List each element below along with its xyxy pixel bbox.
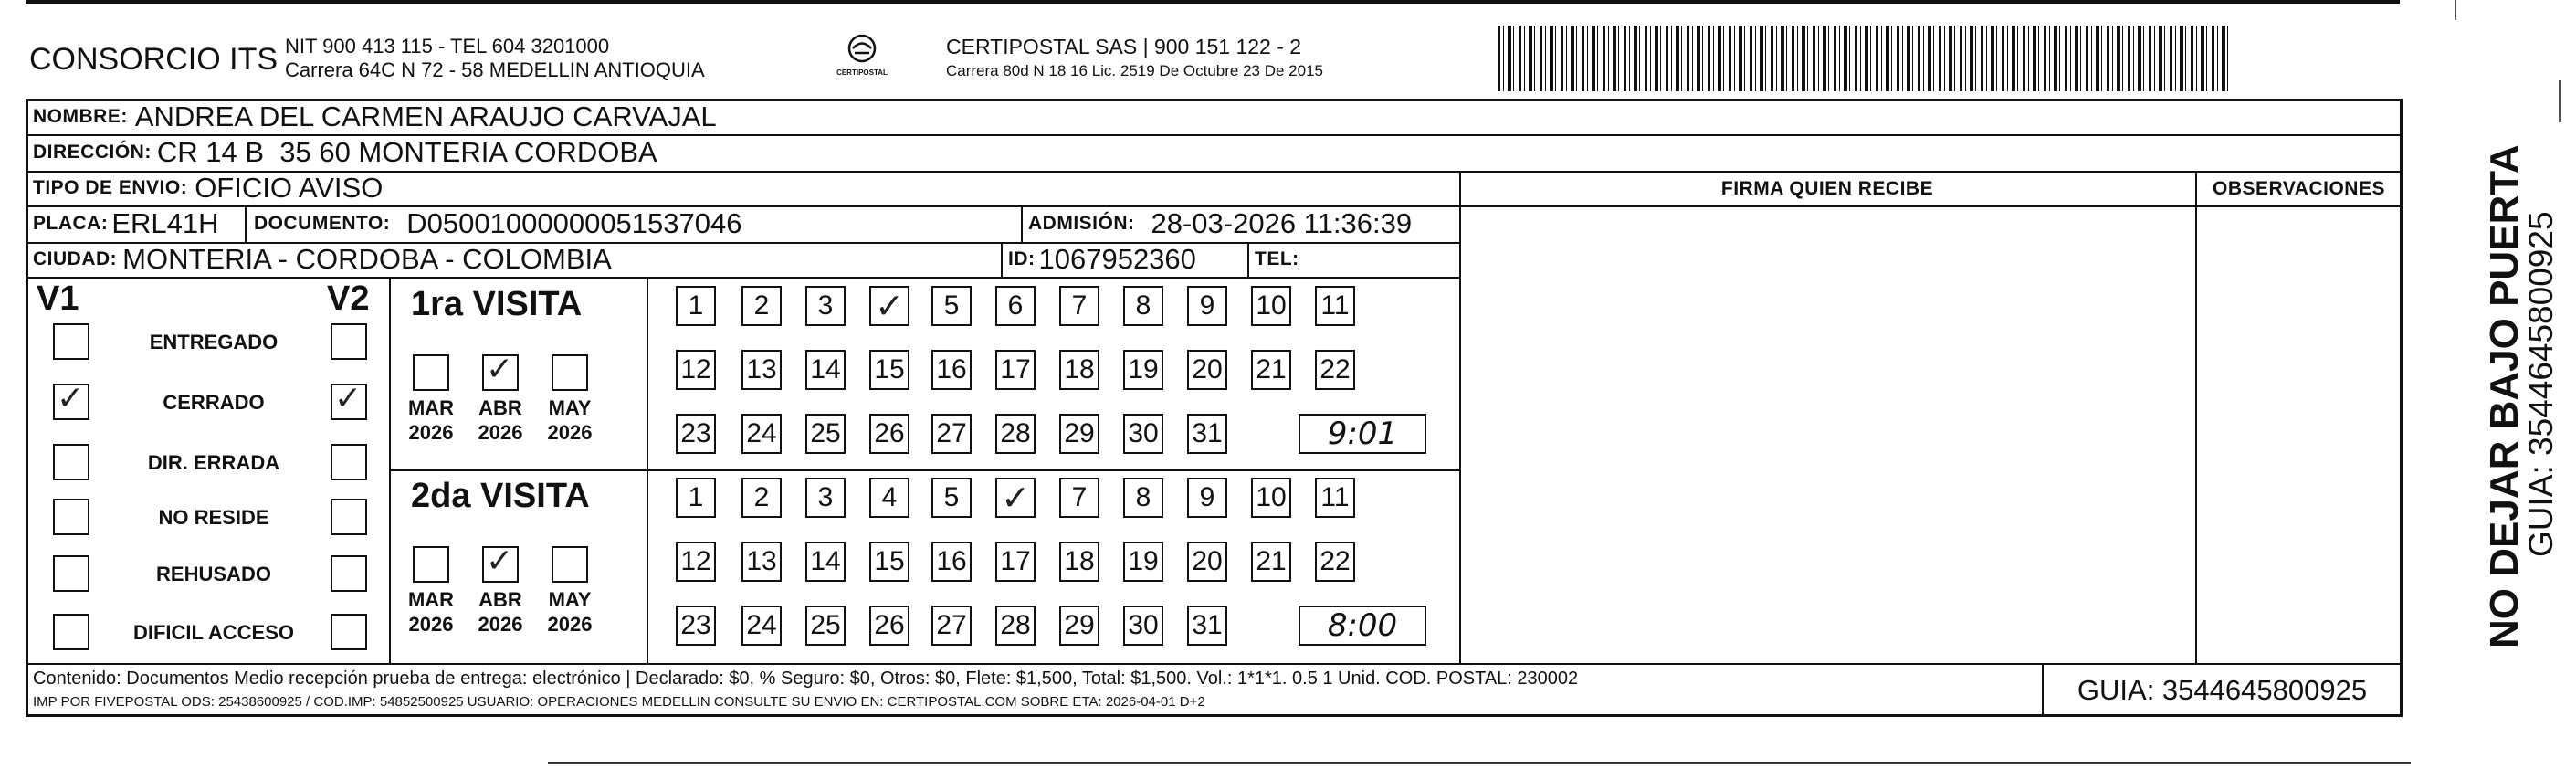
nombre-label: NOMBRE: bbox=[33, 105, 128, 127]
v1-checkbox[interactable] bbox=[53, 323, 89, 360]
second-visit-time-value: 8:00 bbox=[1327, 607, 1398, 644]
day-checkbox[interactable] bbox=[1187, 542, 1227, 582]
day-number: 31 bbox=[1192, 610, 1223, 640]
divider bbox=[1459, 171, 1461, 663]
day-number: 6 bbox=[1007, 290, 1024, 321]
top-rule bbox=[26, 0, 2400, 4]
day-number: 5 bbox=[943, 290, 960, 321]
day-checkbox[interactable] bbox=[1059, 478, 1099, 518]
day-checkbox[interactable] bbox=[931, 606, 972, 646]
day-number: 3 bbox=[817, 290, 834, 321]
side-notice-text: NO DEJAR BAJO PUERTA bbox=[2482, 144, 2527, 648]
status-label: REHUSADO bbox=[156, 563, 271, 585]
day-number: 10 bbox=[1256, 482, 1287, 512]
status-label: NO RESIDE bbox=[158, 506, 269, 529]
month-label bbox=[405, 395, 457, 445]
month-name: MAY bbox=[548, 588, 592, 611]
admision-row bbox=[1028, 205, 1412, 242]
check-mark-icon: ✓ bbox=[875, 286, 904, 326]
day-checkbox[interactable] bbox=[741, 606, 782, 646]
first-visit-time-value: 9:01 bbox=[1327, 416, 1398, 452]
day-checkbox[interactable] bbox=[995, 478, 1036, 518]
day-checkbox[interactable] bbox=[869, 606, 909, 646]
month-checkbox[interactable] bbox=[413, 546, 449, 583]
day-number: 25 bbox=[810, 610, 841, 640]
month-name: ABR bbox=[478, 588, 522, 611]
day-checkbox[interactable] bbox=[1059, 542, 1099, 582]
day-number: 28 bbox=[1000, 610, 1031, 640]
id-label: ID: bbox=[1008, 248, 1036, 269]
nombre-value: ANDREA DEL CARMEN ARAUJO CARVAJAL bbox=[134, 100, 717, 132]
day-checkbox[interactable] bbox=[931, 478, 972, 518]
day-number: 26 bbox=[874, 610, 905, 640]
nombre-row bbox=[33, 99, 717, 134]
month-name: MAY bbox=[548, 396, 592, 419]
day-number: 20 bbox=[1192, 546, 1223, 576]
v1-checkbox[interactable] bbox=[53, 499, 89, 535]
day-checkbox[interactable] bbox=[676, 286, 716, 326]
day-checkbox[interactable] bbox=[869, 542, 909, 582]
tipo-value: OFICIO AVISO bbox=[195, 172, 384, 204]
day-number: 24 bbox=[746, 610, 777, 640]
status-label: ENTREGADO bbox=[149, 331, 279, 353]
placa-label: PLACA: bbox=[33, 213, 109, 234]
v2-checkbox[interactable] bbox=[331, 380, 367, 420]
day-checkbox[interactable] bbox=[1123, 286, 1163, 326]
company-nit: NIT 900 413 115 - TEL 604 3201000 bbox=[285, 35, 610, 58]
day-checkbox[interactable] bbox=[1251, 350, 1291, 390]
month-name: ABR bbox=[478, 396, 522, 419]
day-checkbox[interactable] bbox=[931, 286, 972, 326]
day-checkbox[interactable] bbox=[676, 478, 716, 518]
day-checkbox[interactable] bbox=[1187, 350, 1227, 390]
check-mark-icon: ✓ bbox=[486, 543, 514, 580]
divider bbox=[245, 205, 247, 242]
day-number: 31 bbox=[1192, 418, 1223, 448]
day-number: 30 bbox=[1128, 418, 1159, 448]
tipo-label: TIPO DE ENVIO: bbox=[33, 177, 188, 198]
side-notice bbox=[2482, 144, 2528, 648]
carrier-detail: Carrera 80d N 18 16 Lic. 2519 De Octubre 23 De 2015 bbox=[946, 62, 1323, 79]
day-checkbox[interactable] bbox=[741, 542, 782, 582]
day-number: 11 bbox=[1320, 482, 1350, 512]
barcode bbox=[1498, 26, 2228, 91]
day-checkbox[interactable] bbox=[869, 414, 909, 454]
day-number: 14 bbox=[810, 354, 841, 384]
direccion-value: CR 14 B 35 60 MONTERIA CORDOBA bbox=[156, 136, 657, 168]
month-year: 2026 bbox=[478, 613, 523, 636]
day-number: 17 bbox=[1000, 546, 1031, 576]
day-number: 23 bbox=[680, 418, 711, 448]
observaciones-area[interactable] bbox=[2198, 208, 2401, 661]
day-number: 27 bbox=[936, 418, 967, 448]
status-label: DIR. ERRADA bbox=[147, 451, 280, 474]
day-checkbox[interactable] bbox=[676, 350, 716, 390]
day-number: 24 bbox=[746, 418, 777, 448]
day-number: 21 bbox=[1256, 546, 1287, 576]
day-checkbox[interactable] bbox=[1187, 414, 1227, 454]
logo-text: CERTIPOSTAL bbox=[836, 68, 888, 77]
day-checkbox[interactable] bbox=[931, 542, 972, 582]
status-label: DIFICIL ACCESO bbox=[132, 621, 294, 644]
day-number: 12 bbox=[680, 546, 711, 576]
side-guia-text: GUIA: 3544645800925 bbox=[2522, 211, 2560, 557]
day-checkbox[interactable] bbox=[1251, 542, 1291, 582]
day-number: 16 bbox=[936, 546, 967, 576]
day-number: 1 bbox=[688, 482, 704, 512]
day-number: 7 bbox=[1071, 290, 1088, 321]
day-number: 8 bbox=[1135, 482, 1151, 512]
day-checkbox[interactable] bbox=[1123, 350, 1163, 390]
day-checkbox[interactable] bbox=[1059, 286, 1099, 326]
day-number: 10 bbox=[1256, 290, 1287, 321]
v2-checkbox[interactable] bbox=[331, 614, 367, 650]
day-number: 4 bbox=[881, 482, 898, 512]
day-number: 14 bbox=[810, 546, 841, 576]
day-number: 5 bbox=[943, 482, 960, 512]
day-checkbox[interactable] bbox=[1059, 606, 1099, 646]
month-year: 2026 bbox=[478, 421, 523, 444]
day-checkbox[interactable] bbox=[1187, 478, 1227, 518]
day-checkbox[interactable] bbox=[931, 414, 972, 454]
check-mark-icon: ✓ bbox=[1001, 478, 1030, 518]
id-row bbox=[1008, 242, 1196, 277]
day-number: 23 bbox=[680, 610, 711, 640]
firma-header: FIRMA QUIEN RECIBE bbox=[1720, 178, 1934, 199]
v1-header: V1 bbox=[37, 279, 79, 318]
logo-emblem-icon bbox=[844, 33, 880, 64]
direccion-row bbox=[33, 134, 657, 171]
day-number: 29 bbox=[1064, 418, 1095, 448]
day-number: 12 bbox=[680, 354, 711, 384]
day-checkbox[interactable] bbox=[805, 606, 846, 646]
month-label bbox=[474, 395, 527, 445]
day-checkbox[interactable] bbox=[1123, 606, 1163, 646]
placa-row bbox=[33, 205, 219, 242]
documento-row bbox=[254, 205, 741, 242]
ciudad-row bbox=[33, 242, 612, 277]
month-year: 2026 bbox=[408, 613, 454, 636]
tel-row bbox=[1255, 242, 1299, 277]
day-number: 2 bbox=[753, 290, 770, 321]
day-number: 19 bbox=[1128, 546, 1159, 576]
day-checkbox[interactable] bbox=[869, 478, 909, 518]
day-number: 15 bbox=[874, 354, 905, 384]
day-number: 16 bbox=[936, 354, 967, 384]
day-checkbox[interactable] bbox=[1315, 286, 1355, 326]
day-checkbox[interactable] bbox=[741, 414, 782, 454]
side-guia bbox=[2522, 211, 2560, 557]
day-checkbox[interactable] bbox=[805, 542, 846, 582]
company-name: CONSORCIO ITS bbox=[29, 42, 279, 77]
day-number: 2 bbox=[753, 482, 770, 512]
day-number: 22 bbox=[1320, 546, 1351, 576]
month-label bbox=[543, 587, 596, 637]
day-checkbox[interactable] bbox=[931, 350, 972, 390]
day-checkbox[interactable] bbox=[741, 286, 782, 326]
day-checkbox[interactable] bbox=[1315, 350, 1355, 390]
v2-checkbox[interactable] bbox=[331, 444, 367, 480]
day-number: 28 bbox=[1000, 418, 1031, 448]
day-checkbox[interactable] bbox=[995, 606, 1036, 646]
check-mark-icon: ✓ bbox=[57, 380, 85, 417]
day-checkbox[interactable] bbox=[1123, 542, 1163, 582]
admision-label: ADMISIÓN: bbox=[1028, 213, 1135, 234]
day-number: 15 bbox=[874, 546, 905, 576]
month-checkbox[interactable] bbox=[413, 354, 449, 391]
day-checkbox[interactable] bbox=[676, 414, 716, 454]
ciudad-label: CIUDAD: bbox=[33, 248, 118, 269]
edge-mark bbox=[2455, 0, 2456, 20]
day-checkbox[interactable] bbox=[995, 286, 1036, 326]
day-checkbox[interactable] bbox=[995, 414, 1036, 454]
second-visit-time[interactable] bbox=[1299, 606, 1426, 646]
day-number: 13 bbox=[746, 546, 777, 576]
carrier-name: CERTIPOSTAL SAS | 900 151 122 - 2 bbox=[946, 35, 1302, 58]
day-checkbox[interactable] bbox=[1123, 414, 1163, 454]
v2-checkbox[interactable] bbox=[331, 555, 367, 592]
day-number: 11 bbox=[1320, 290, 1350, 321]
company-address: Carrera 64C N 72 - 58 MEDELLIN ANTIOQUIA bbox=[285, 58, 705, 81]
day-number: 9 bbox=[1199, 290, 1215, 321]
edge-mark bbox=[2559, 80, 2561, 122]
day-checkbox[interactable] bbox=[1059, 414, 1099, 454]
divider bbox=[1459, 205, 2403, 207]
day-checkbox[interactable] bbox=[1187, 286, 1227, 326]
tel-label: TEL: bbox=[1255, 248, 1299, 269]
day-number: 13 bbox=[746, 354, 777, 384]
day-checkbox[interactable] bbox=[741, 350, 782, 390]
month-name: MAR bbox=[407, 588, 455, 611]
day-checkbox[interactable] bbox=[676, 542, 716, 582]
day-number: 8 bbox=[1135, 290, 1151, 321]
footer-line-2: IMP POR FIVEPOSTAL ODS: 25438600925 / COD.IMP: 54852500925 USUARIO: OPERACIONES MEDELLIN CONSULTE SU ENVIO EN: CERTIPOSTAL.COM SOBRE ETA: 2026-04-01 D+2 bbox=[33, 694, 1205, 710]
day-checkbox[interactable] bbox=[805, 414, 846, 454]
day-checkbox[interactable] bbox=[1251, 478, 1291, 518]
day-number: 18 bbox=[1064, 546, 1095, 576]
month-year: 2026 bbox=[547, 421, 593, 444]
day-number: 22 bbox=[1320, 354, 1351, 384]
divider bbox=[26, 277, 1459, 279]
month-checkbox[interactable] bbox=[482, 543, 519, 583]
day-number: 9 bbox=[1199, 482, 1215, 512]
day-checkbox[interactable] bbox=[869, 286, 909, 326]
month-label bbox=[405, 587, 457, 637]
v1-checkbox[interactable] bbox=[53, 555, 89, 592]
footer-guia: GUIA: 3544645800925 bbox=[2077, 674, 2368, 706]
v1-checkbox[interactable] bbox=[53, 614, 89, 650]
day-checkbox[interactable] bbox=[805, 478, 846, 518]
day-number: 26 bbox=[874, 418, 905, 448]
day-checkbox[interactable] bbox=[1187, 606, 1227, 646]
day-number: 20 bbox=[1192, 354, 1223, 384]
divider bbox=[2195, 171, 2197, 663]
day-number: 25 bbox=[810, 418, 841, 448]
day-number: 7 bbox=[1071, 482, 1088, 512]
month-year: 2026 bbox=[408, 421, 454, 444]
day-checkbox[interactable] bbox=[741, 478, 782, 518]
bottom-rule bbox=[548, 762, 2411, 764]
direccion-label: DIRECCIÓN: bbox=[33, 142, 152, 163]
footer-line-1: Contenido: Documentos Medio recepción prueba de entrega: electrónico | Declarado: $0, % Seguro: $0, Otros: $0, Flete: $1,500, Total: $1,500. Vol.: 1*1*1. 0.5 1 Unid. COD. POSTAL: 230002 bbox=[33, 669, 1579, 689]
first-visit-time[interactable] bbox=[1299, 414, 1426, 454]
id-value: 1067952360 bbox=[1038, 243, 1196, 275]
tipo-row bbox=[33, 171, 383, 205]
day-checkbox[interactable] bbox=[1059, 350, 1099, 390]
day-checkbox[interactable] bbox=[1315, 542, 1355, 582]
divider bbox=[1001, 242, 1003, 277]
ciudad-value: MONTERIA - CORDOBA - COLOMBIA bbox=[122, 243, 612, 275]
day-number: 3 bbox=[817, 482, 834, 512]
month-checkbox[interactable] bbox=[482, 351, 519, 391]
month-name: MAR bbox=[407, 396, 455, 419]
month-label bbox=[543, 395, 596, 445]
day-number: 18 bbox=[1064, 354, 1095, 384]
divider bbox=[389, 469, 1459, 471]
certipostal-logo bbox=[833, 33, 891, 86]
day-number: 17 bbox=[1000, 354, 1031, 384]
day-checkbox[interactable] bbox=[1251, 286, 1291, 326]
day-checkbox[interactable] bbox=[805, 350, 846, 390]
placa-value: ERL41H bbox=[111, 207, 219, 239]
admision-value: 28-03-2026 11:36:39 bbox=[1151, 207, 1413, 239]
day-checkbox[interactable] bbox=[676, 606, 716, 646]
day-checkbox[interactable] bbox=[995, 350, 1036, 390]
day-checkbox[interactable] bbox=[1315, 478, 1355, 518]
v2-header: V2 bbox=[327, 279, 370, 318]
second-visit-title: 2da VISITA bbox=[411, 477, 590, 515]
day-number: 29 bbox=[1064, 610, 1095, 640]
v2-checkbox[interactable] bbox=[331, 323, 367, 360]
status-label: CERRADO bbox=[163, 391, 265, 414]
day-checkbox[interactable] bbox=[805, 286, 846, 326]
v1-checkbox[interactable] bbox=[53, 444, 89, 480]
day-number: 30 bbox=[1128, 610, 1159, 640]
day-checkbox[interactable] bbox=[995, 542, 1036, 582]
divider bbox=[1021, 205, 1023, 242]
day-checkbox[interactable] bbox=[869, 350, 909, 390]
month-checkbox[interactable] bbox=[552, 354, 588, 391]
month-label bbox=[474, 587, 527, 637]
observaciones-header: OBSERVACIONES bbox=[2213, 178, 2385, 199]
v2-checkbox[interactable] bbox=[331, 499, 367, 535]
check-mark-icon: ✓ bbox=[486, 351, 514, 388]
day-checkbox[interactable] bbox=[1123, 478, 1163, 518]
day-number: 27 bbox=[936, 610, 967, 640]
divider bbox=[1247, 242, 1249, 277]
day-number: 21 bbox=[1256, 354, 1287, 384]
day-number: 1 bbox=[688, 290, 704, 321]
first-visit-title: 1ra VISITA bbox=[411, 285, 583, 323]
firma-area[interactable] bbox=[1462, 208, 2193, 661]
day-number: 19 bbox=[1128, 354, 1159, 384]
v1-checkbox[interactable] bbox=[53, 380, 89, 420]
month-year: 2026 bbox=[547, 613, 593, 636]
check-mark-icon: ✓ bbox=[334, 380, 363, 417]
documento-label: DOCUMENTO: bbox=[254, 213, 391, 234]
documento-value: D05001000000051537046 bbox=[406, 207, 742, 239]
month-checkbox[interactable] bbox=[552, 546, 588, 583]
